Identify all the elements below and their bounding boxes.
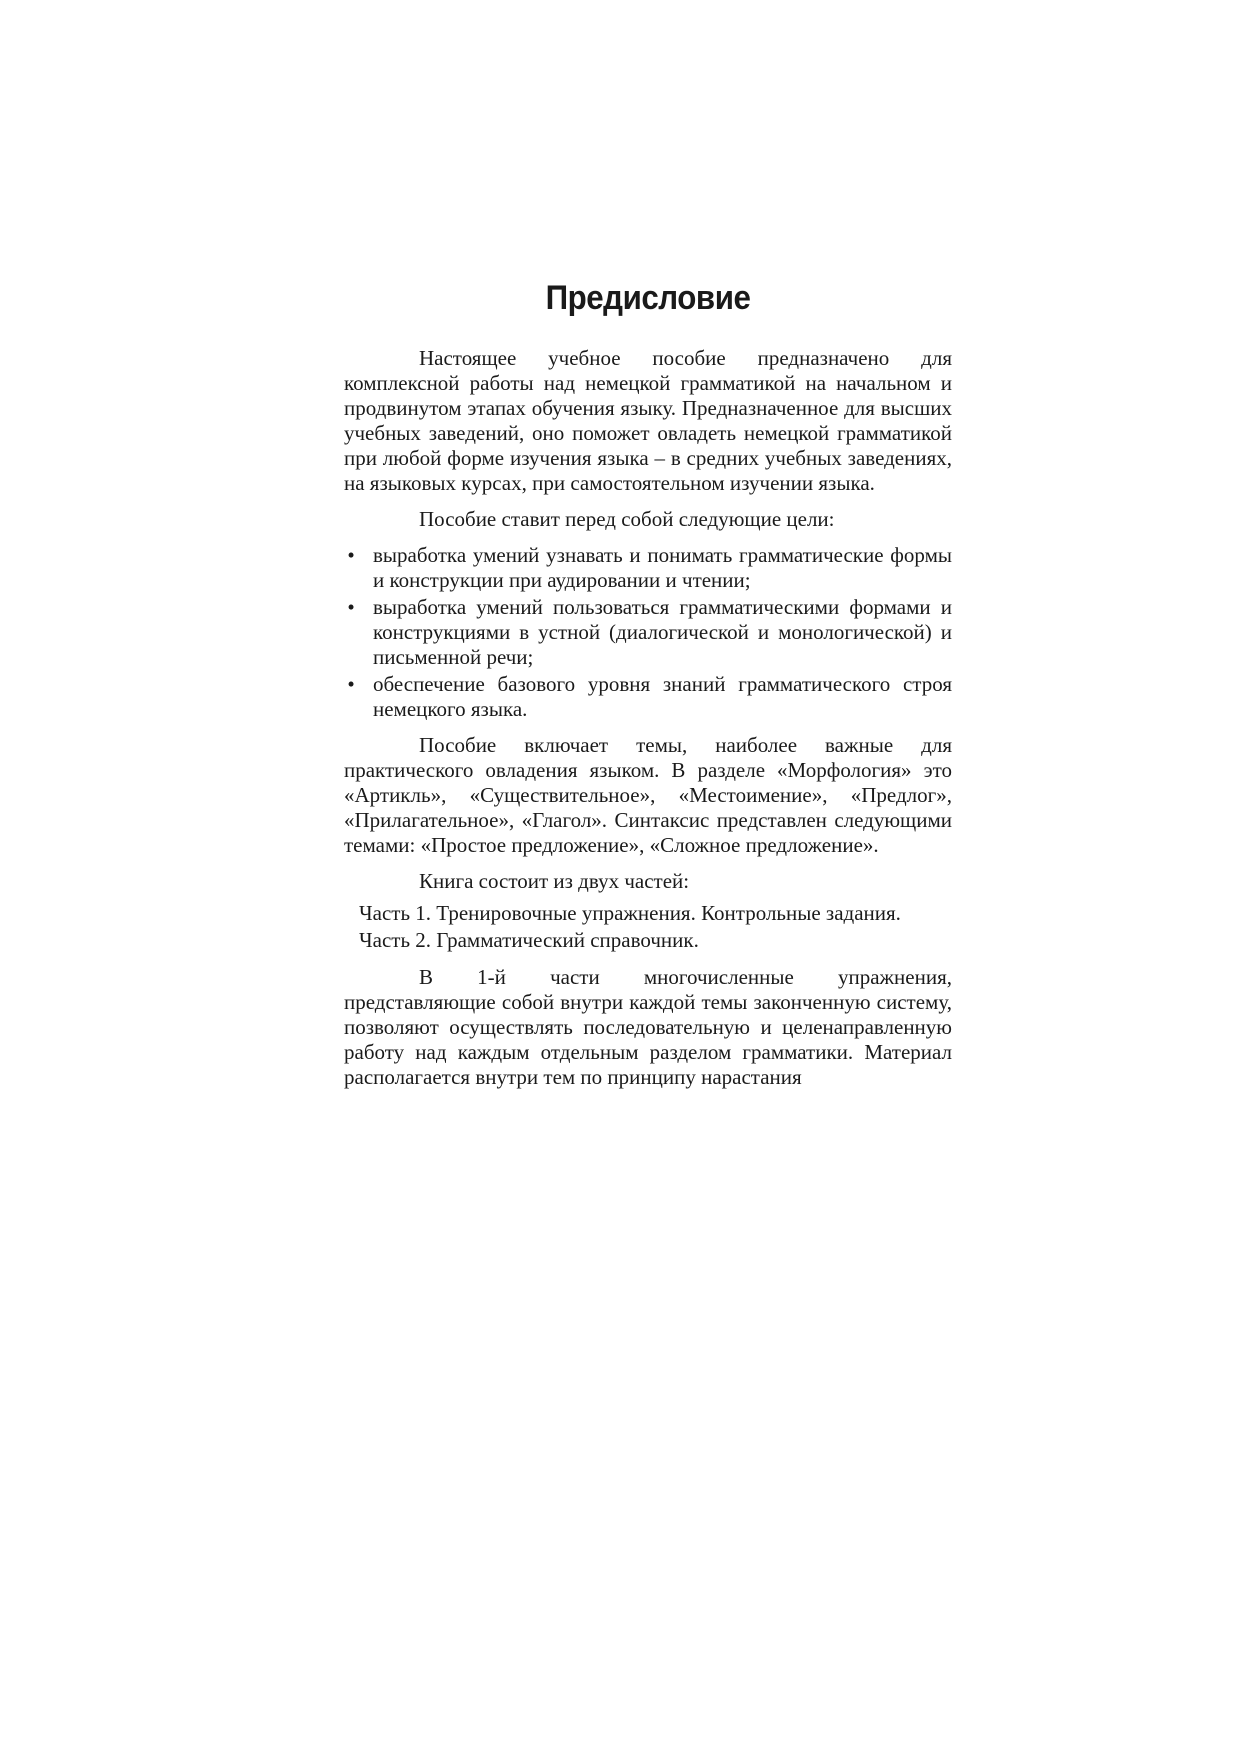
- goal-item: [344, 672, 952, 722]
- part-item: Часть 1. Тренировочные упражнения. Контрольные задания.: [359, 901, 901, 925]
- part-item: Часть 2. Грамматический справочник.: [359, 928, 699, 952]
- parts-list: [344, 900, 952, 954]
- part1-description-paragraph: В 1-й части многочисленные упражнения, представляющие собой внутри каждой темы законченную систему, позволяют осуществлять последовательную и целенаправленную работу над каждым отдельным разделом грамматики. Материал располагается внутри тем по принципу нарастания: [344, 965, 952, 1089]
- goals-list: [344, 543, 952, 722]
- goal-text: выработка умений узнавать и понимать грамматические формы и конструкции при аудировании и чтении;: [373, 543, 952, 592]
- preface-page: [344, 278, 952, 1090]
- bullet-icon: •: [347, 543, 355, 567]
- goal-item: [344, 543, 952, 593]
- page-title: Предисловие: [545, 279, 751, 317]
- intro-paragraph: Настоящее учебное пособие предназначено для комплексной работы над немецкой грамматикой на начальном и продвинутом этапах обучения языку. Предназначенное для высших учебных заведений, оно поможет овладеть немецкой грамматикой при любой форме изучения языка – в средних учебных заведениях, на языковых курсах, при самостоятельном изучении языка.: [344, 346, 952, 495]
- structure-intro-paragraph: Книга состоит из двух частей:: [419, 869, 690, 893]
- goals-intro-paragraph: Пособие ставит перед собой следующие цели:: [419, 507, 835, 531]
- topics-paragraph: Пособие включает темы, наиболее важные для практического овладения языком. В разделе «Морфология» это «Артикль», «Существительное», «Местоимение», «Предлог», «Прилагательное», «Глагол». Синтаксис представлен следующими темами: «Простое предложение», «Сложное предложение».: [344, 733, 952, 857]
- bullet-icon: •: [347, 672, 355, 696]
- goal-text: обеспечение базового уровня знаний грамматического строя немецкого языка.: [373, 672, 952, 721]
- bullet-icon: •: [347, 595, 355, 619]
- goal-item: [344, 595, 952, 670]
- goal-text: выработка умений пользоваться грамматическими формами и конструкциями в устной (диалогической и монологической) и письменной речи;: [373, 595, 952, 669]
